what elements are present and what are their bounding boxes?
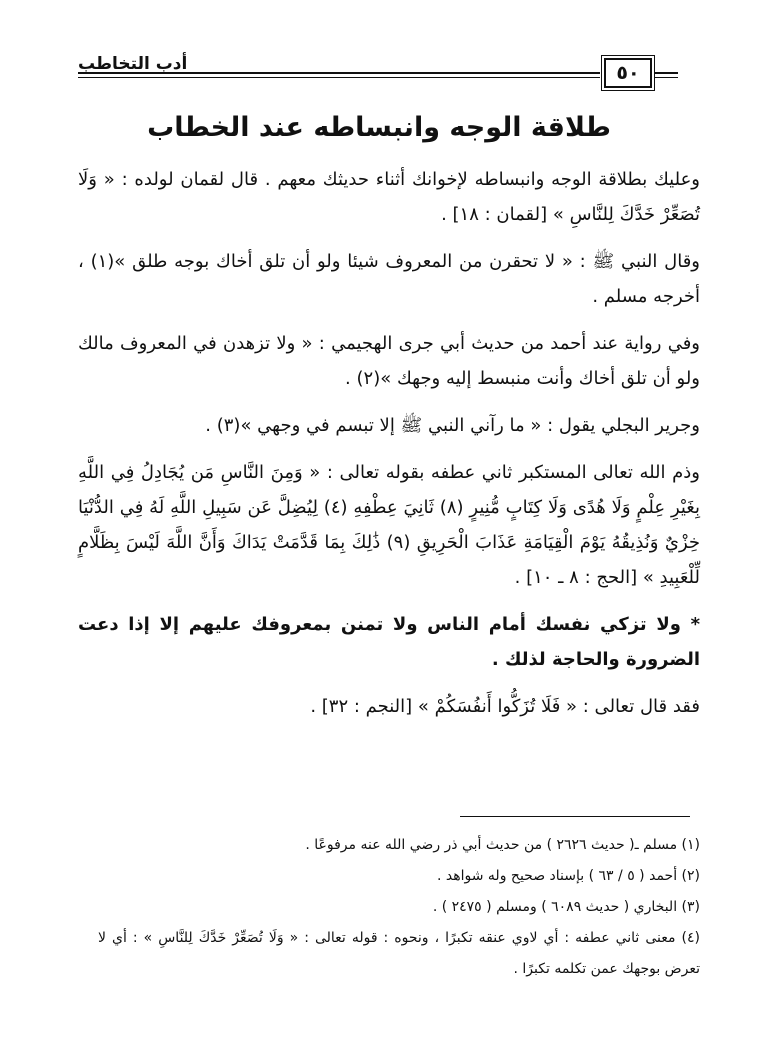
paragraph: وفي رواية عند أحمد من حديث أبي جرى الهجيمي : « ولا تزهدن في المعروف مالك ولو أن تلق أخاك وأنت منبسط إليه وجهك »(٢) . <box>78 333 700 389</box>
header-rule <box>654 77 678 78</box>
paragraph-bold: * ولا تزكي نفسك أمام الناس ولا تمنن بمعروفك عليهم إلا إذا دعت الضرورة والحاجة لذلك . <box>78 614 700 670</box>
page-number: ٥٠ <box>604 58 652 88</box>
header-rule <box>78 77 600 78</box>
footnote-separator <box>460 816 690 817</box>
footnote: (٢) أحمد ( ٥ / ٦٣ ) بإسناد صحيح وله شواهد . <box>436 868 700 884</box>
footnotes <box>98 830 700 985</box>
header-rule <box>78 72 600 74</box>
paragraph: فقد قال تعالى : « فَلَا تُزَكُّوا أَنفُسَكُمْ » [النجم : ٣٢] . <box>310 696 700 717</box>
running-head: أدب التخاطب <box>78 54 188 74</box>
paragraph: وقال النبي ﷺ : « لا تحقرن من المعروف شيئا ولو أن تلق أخاك بوجه طلق »(١) ، أخرجه مسلم . <box>78 251 700 307</box>
footnote: (١) مسلم ـ( حديث ٢٦٢٦ ) من حديث أبي ذر رضي الله عنه مرفوعًا . <box>305 837 700 853</box>
paragraph: وجرير البجلي يقول : « ما رآني النبي ﷺ إلا تبسم في وجهي »(٣) . <box>205 415 700 436</box>
section-title: طلاقة الوجه وانبساطه عند الخطاب <box>147 112 611 143</box>
page-header <box>78 52 678 92</box>
footnote: (٣) البخاري ( حديث ٦٠٨٩ ) ومسلم ( ٢٤٧٥ ) . <box>432 899 700 915</box>
main-text <box>78 162 700 736</box>
paragraph: وذم الله تعالى المستكبر ثاني عطفه بقوله تعالى : « وَمِنَ النَّاسِ مَن يُجَادِلُ فِي اللَّهِ بِغَيْرِ عِلْمٍ وَلَا هُدًى وَلَا كِتَابٍ مُّنِيرٍ (٨) ثَانِيَ عِطْفِهِ (٤) لِيُضِلَّ عَن سَبِيلِ اللَّهِ لَهُ فِي الدُّنْيَا خِزْيٌ وَنُذِيقُهُ يَوْمَ الْقِيَامَةِ عَذَابَ الْحَرِيقِ (٩) ذَٰلِكَ بِمَا قَدَّمَتْ يَدَاكَ وَأَنَّ اللَّهَ لَيْسَ بِظَلَّامٍ لِّلْعَبِيدِ » [الحج : ٨ ـ ١٠] . <box>78 462 700 588</box>
footnote: (٤) معنى ثاني عطفه : أي لاوي عنقه تكبرًا ، ونحوه : قوله تعالى : « وَلَا تُصَعِّرْ خَدَّكَ لِلنَّاسِ » : أي لا تعرض بوجهك عمن تكلمه تكبرًا . <box>98 930 700 977</box>
paragraph: وعليك بطلاقة الوجه وانبساطه لإخوانك أثناء حديثك معهم . قال لقمان لولده : « وَلَا تُصَعِّرْ خَدَّكَ لِلنَّاسِ » [لقمان : ١٨] . <box>78 169 700 225</box>
header-rule <box>654 72 678 74</box>
